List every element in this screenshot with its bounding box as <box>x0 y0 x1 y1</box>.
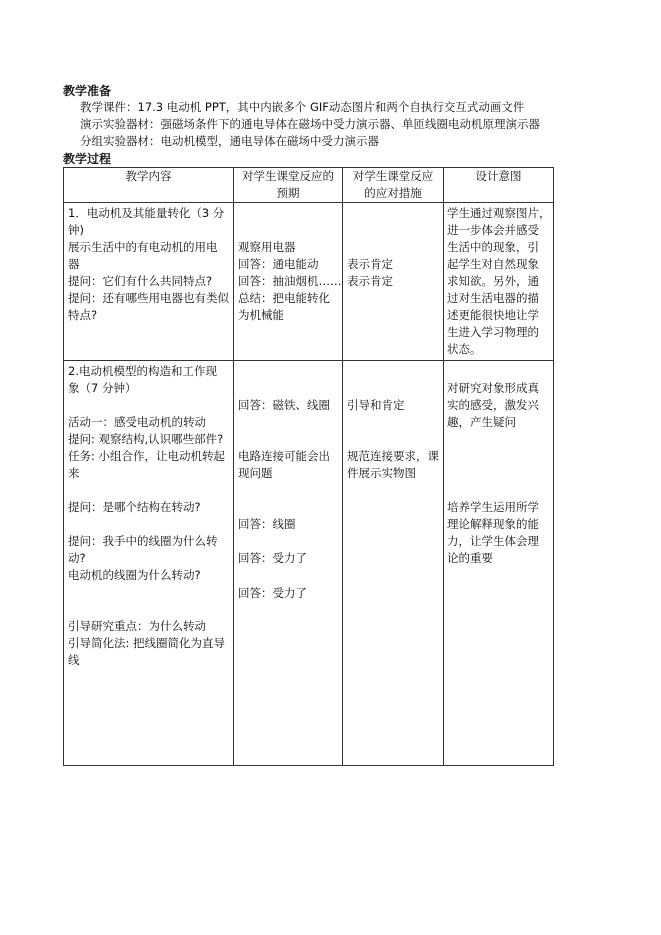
header-content: 教学内容 <box>64 168 234 203</box>
table-row <box>64 361 554 766</box>
row1-response-measures: 表示肯定 表示肯定 <box>343 203 444 361</box>
row1-content: 1．电动机及其能量转化（3 分 钟) 展示生活中的有电动机的用电 器 提问：它们有什么共同特点? 提问：还有哪些用电器也有类似 特点? <box>64 203 234 361</box>
row2-response-measures: 引导和肯定 规范连接要求，课 件展示实物图 <box>343 361 444 766</box>
header-expected-response: 对学生课堂反应的 预期 <box>234 168 343 203</box>
row1-design-intent: 学生通过观察图片， 进一步体会并感受 生活中的现象，引 起学生对自然现象 求知欲。另外，通 过对生活电器的描 述更能很快地让学 生进入学习物理的 状态。 <box>444 203 554 361</box>
row2-content: 2.电动机模型的构造和工作现 象（7 分钟） 活动一：感受电动机的转动 提问: 观察结构,认识哪些部件? 任务: 小组合作，让电动机转起 来 提问：是哪个结构在转动? 提问：我手中的线圈为什么转 动? 电动机的线圈为什么转动? 引导研究重点：为什么转动 引导简化法: 把线圈简化为直导 线 <box>64 361 234 766</box>
lesson-process-table <box>63 167 554 766</box>
table-row <box>64 203 554 361</box>
table-header-row <box>64 168 554 203</box>
header-design-intent: 设计意图 <box>444 168 554 203</box>
prep-group-equipment: 分组实验器材：电动机模型，通电导体在磁场中受力演示器 <box>80 134 379 148</box>
row2-expected-response: 回答：磁铁、线圈 电路连接可能会出 现问题 回答：线圈 回答：受力了 回答：受力了 <box>234 361 343 766</box>
prep-demo-equipment: 演示实验器材：强磁场条件下的通电导体在磁场中受力演示器、单匝线圈电动机原理演示器 <box>80 117 540 131</box>
header-response-measures: 对学生课堂反应 的应对措施 <box>343 168 444 203</box>
prep-heading: 教学准备 <box>63 84 112 98</box>
process-heading: 教学过程 <box>63 152 112 166</box>
row1-expected-response: 观察用电器 回答：通电能动 回答：抽油烟机…… 总结：把电能转化 为机械能 <box>234 203 343 361</box>
prep-courseware: 教学课件：17.3 电动机 PPT，其中内嵌多个 GIF动态图片和两个自执行交互式动画文件 <box>80 100 525 114</box>
row2-design-intent: 对研究对象形成真 实的感受，激发兴 趣，产生疑问 培养学生运用所学 理论解释现象的能 力，让学生体会理 论的重要 <box>444 361 554 766</box>
